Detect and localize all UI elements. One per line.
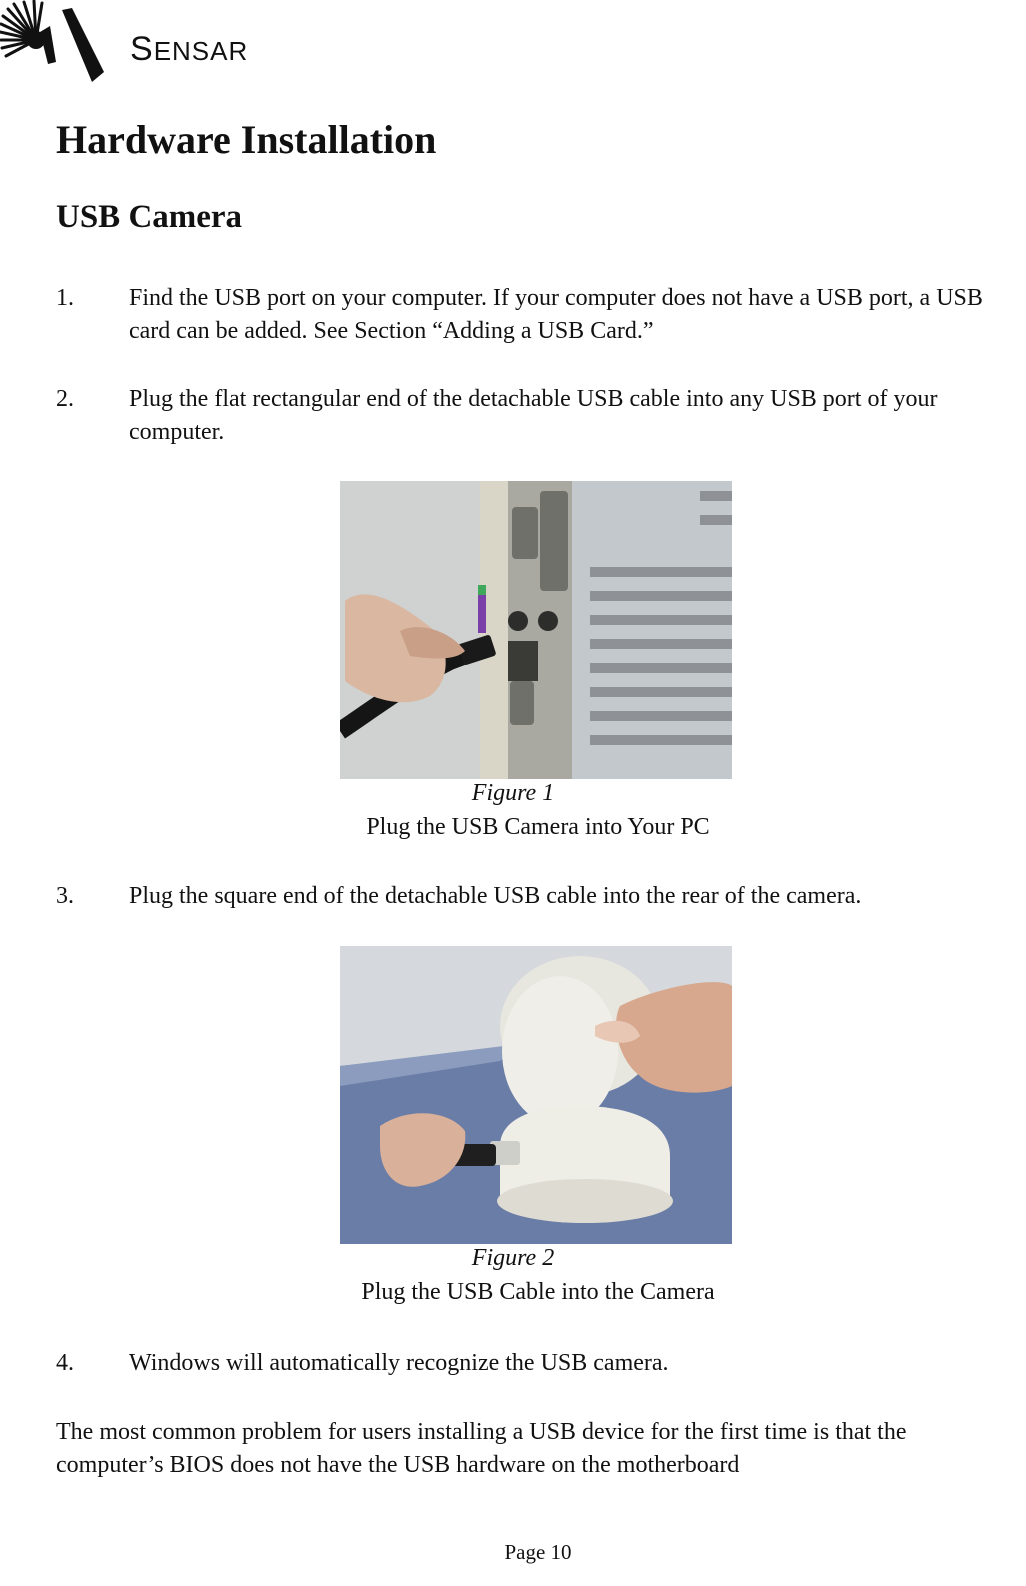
brand-name: SENSAR bbox=[130, 30, 249, 68]
step-text: Plug the square end of the detachable USB cable into the rear of the camera. bbox=[129, 883, 862, 909]
page-title: Hardware Installation bbox=[56, 117, 437, 162]
page-number: Page 10 bbox=[504, 1540, 572, 1564]
body-paragraph: The most common problem for users installing a USB device for the first time is that the computer’s BIOS does not have the USB hardware on the motherboard bbox=[56, 1419, 907, 1478]
step-number: 1. bbox=[56, 285, 74, 311]
step-number: 2. bbox=[56, 386, 74, 412]
step-1 bbox=[56, 282, 1016, 348]
step-text: Windows will automatically recognize the USB camera. bbox=[129, 1350, 669, 1376]
sunburst-logo-icon bbox=[0, 0, 110, 90]
figure-2-label: Figure 2 bbox=[471, 1245, 555, 1271]
step-number: 4. bbox=[56, 1350, 74, 1376]
step-2 bbox=[56, 383, 1016, 449]
figure-1-caption: Plug the USB Camera into Your PC bbox=[366, 814, 710, 840]
section-heading: USB Camera bbox=[56, 199, 243, 235]
step-4 bbox=[56, 1347, 1016, 1380]
figure-2-photo bbox=[340, 946, 732, 1244]
step-3 bbox=[56, 880, 1016, 913]
sensar-logo bbox=[0, 0, 290, 90]
step-text: Find the USB port on your computer. If your computer does not have a USB port, a USB card can be added. See Section “Adding a USB Card.” bbox=[129, 285, 983, 344]
figure-1-label: Figure 1 bbox=[471, 780, 555, 806]
figure-1-photo bbox=[340, 481, 732, 779]
figure-2-caption: Plug the USB Cable into the Camera bbox=[361, 1279, 715, 1305]
step-text: Plug the flat rectangular end of the detachable USB cable into any USB port of your computer. bbox=[129, 386, 938, 445]
step-number: 3. bbox=[56, 883, 74, 909]
